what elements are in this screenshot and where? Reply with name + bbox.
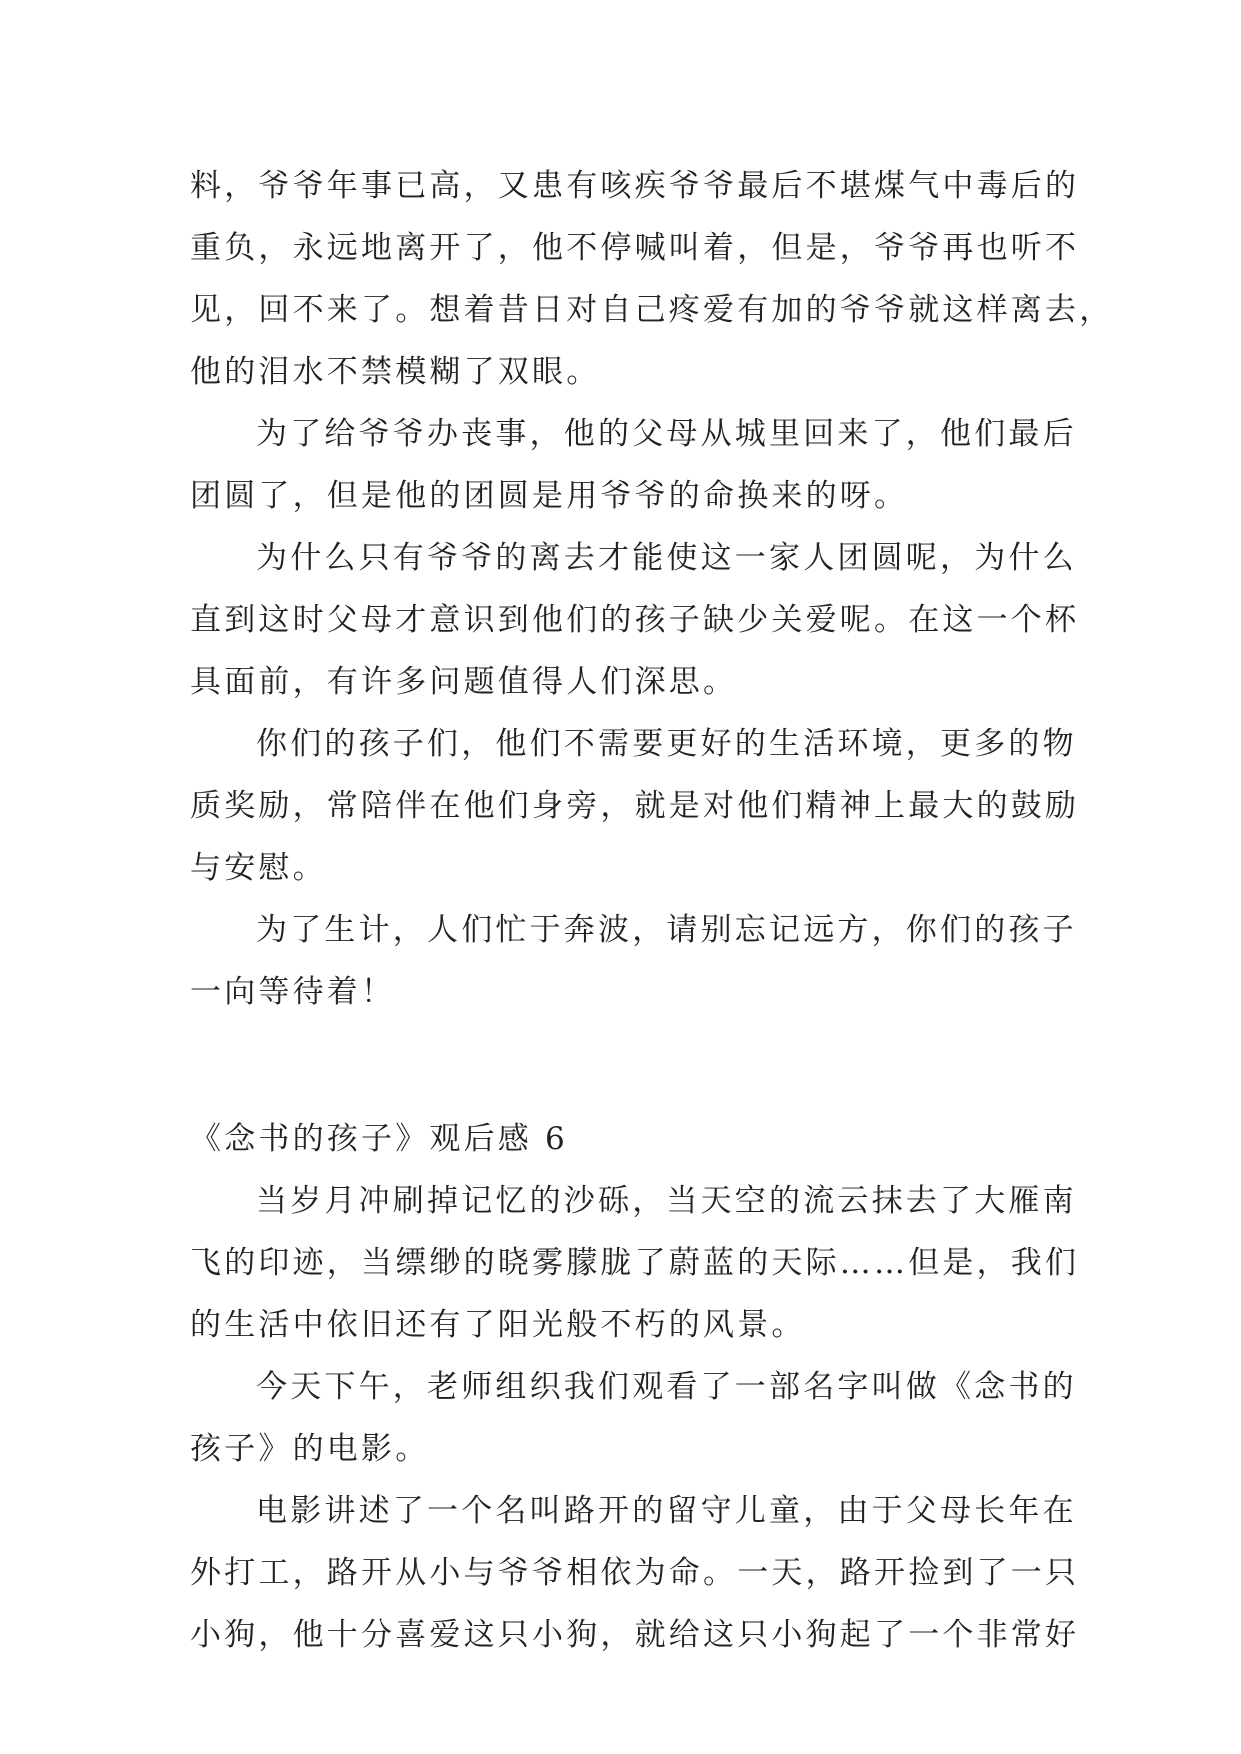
text-line: 小狗，他十分喜爱这只小狗，就给这只小狗起了一个非常好 bbox=[190, 1617, 1080, 1653]
text-line: 直到这时父母才意识到他们的孩子缺少关爱呢。在这一个杯 bbox=[190, 602, 1080, 638]
text-line: 当岁月冲刷掉记忆的沙砾，当天空的流云抹去了大雁南 bbox=[256, 1183, 1077, 1219]
section-spacer bbox=[190, 1023, 1050, 1108]
text-line: 今天下午，老师组织我们观看了一部名字叫做《念书的 bbox=[256, 1369, 1077, 1405]
text-line: 团圆了，但是他的团圆是用爷爷的命换来的呀。 bbox=[190, 478, 909, 514]
document-page bbox=[190, 155, 1114, 1666]
text-line: 重负，永远地离开了，他不停喊叫着，但是，爷爷再也听不 bbox=[190, 230, 1080, 266]
paragraph-5 bbox=[190, 899, 1077, 1023]
text-line: 为了生计，人们忙于奔波，请别忘记远方，你们的孩子 bbox=[256, 912, 1077, 948]
section-heading: 《念书的孩子》观后感 6 bbox=[190, 1121, 568, 1157]
paragraph-8 bbox=[190, 1480, 1080, 1666]
text-line: 你们的孩子们，他们不需要更好的生活环境，更多的物 bbox=[256, 726, 1077, 762]
text-line: 质奖励，常陪伴在他们身旁，就是对他们精神上最大的鼓励 bbox=[190, 788, 1080, 824]
text-line: 的生活中依旧还有了阳光般不朽的风景。 bbox=[190, 1307, 806, 1343]
text-line: 孩子》的电影。 bbox=[190, 1431, 430, 1467]
text-line: 电影讲述了一个名叫路开的留守儿童，由于父母长年在 bbox=[256, 1493, 1077, 1529]
paragraph-7 bbox=[190, 1356, 1077, 1480]
paragraph-6 bbox=[190, 1170, 1080, 1356]
text-line: 为什么只有爷爷的离去才能使这一家人团圆呢，为什么 bbox=[256, 540, 1077, 576]
text-line: 一向等待着！ bbox=[190, 974, 396, 1010]
paragraph-1 bbox=[190, 155, 1114, 403]
text-line: 具面前，有许多问题值得人们深思。 bbox=[190, 664, 738, 700]
paragraph-4 bbox=[190, 713, 1080, 899]
text-line: 与安慰。 bbox=[190, 850, 327, 886]
text-line: 为了给爷爷办丧事，他的父母从城里回来了，他们最后 bbox=[256, 416, 1077, 452]
paragraph-3 bbox=[190, 527, 1080, 713]
text-line: 飞的印迹，当缥缈的晓雾朦胧了蔚蓝的天际……但是，我们 bbox=[190, 1245, 1080, 1281]
paragraph-2 bbox=[190, 403, 1077, 527]
text-line: 外打工，路开从小与爷爷相依为命。一天，路开捡到了一只 bbox=[190, 1555, 1080, 1591]
text-line: 见，回不来了。想着昔日对自己疼爱有加的爷爷就这样离去， bbox=[190, 292, 1114, 328]
text-line: 料，爷爷年事已高，又患有咳疾爷爷最后不堪煤气中毒后的 bbox=[190, 168, 1080, 204]
text-line: 他的泪水不禁模糊了双眼。 bbox=[190, 354, 601, 390]
